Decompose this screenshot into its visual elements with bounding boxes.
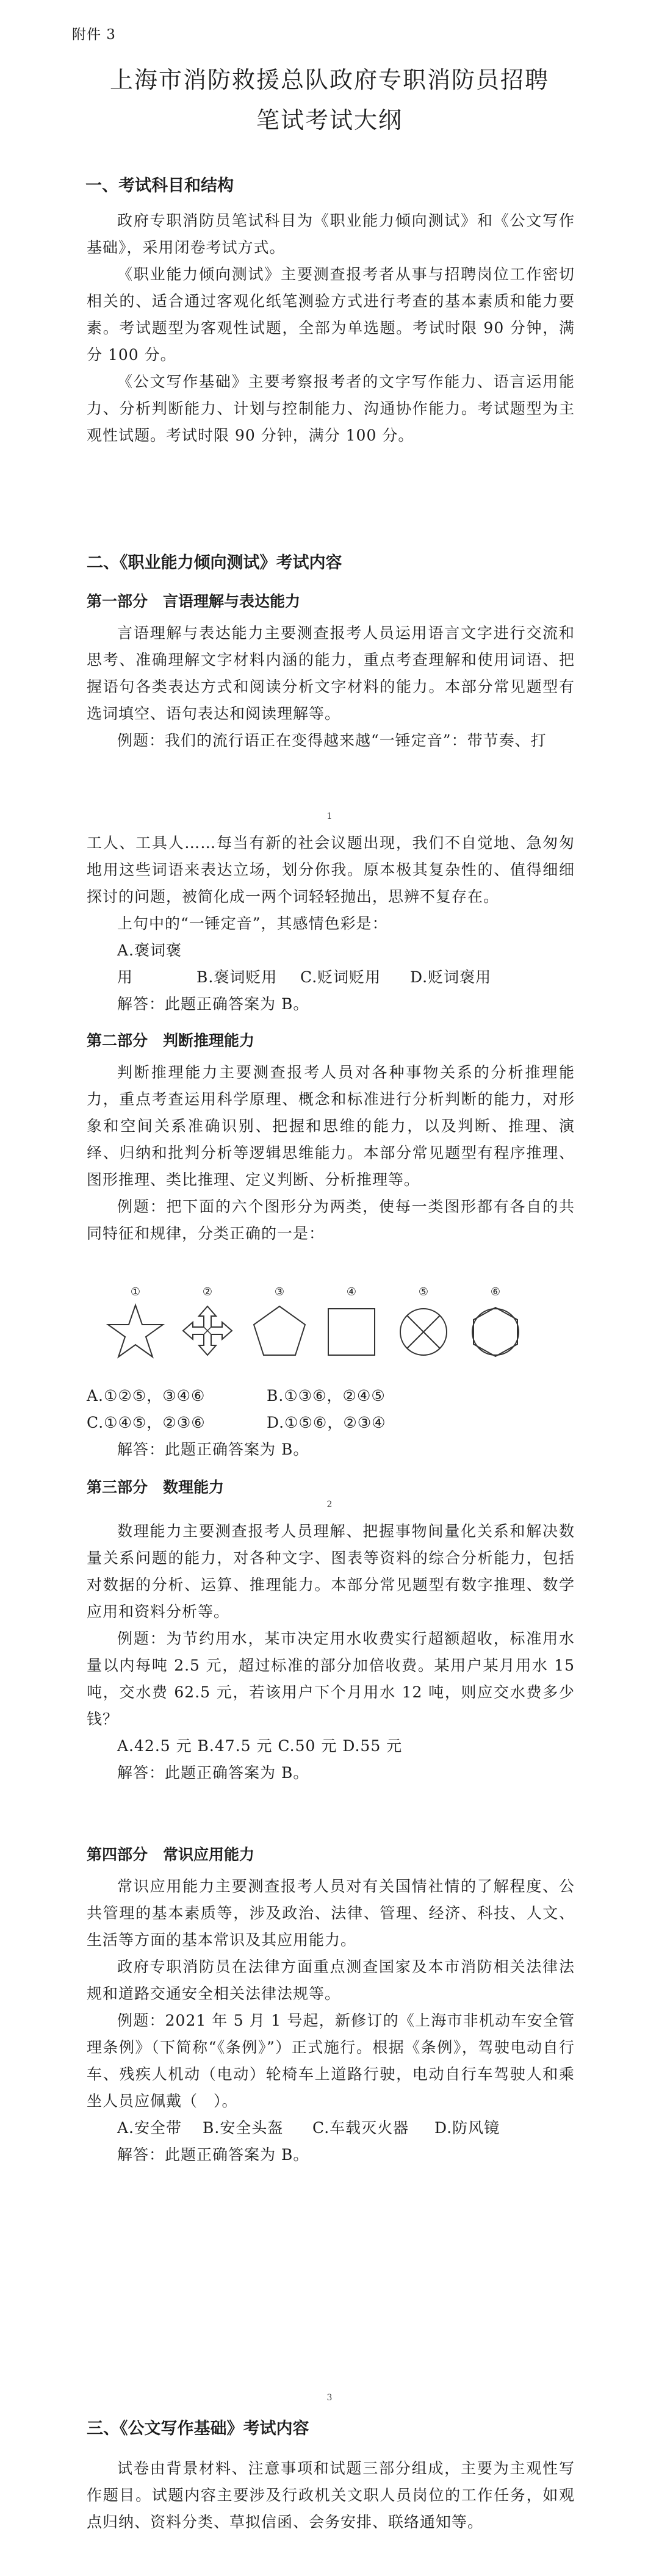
figure-row — [105, 1284, 532, 1370]
example-text: 例题：把下面的六个图形分为两类，使每一类图形都有各自的共同特征和规律，分类正确的一是： — [87, 1198, 575, 1242]
option-item: C.车载灭火器 — [312, 2119, 409, 2137]
figure-label: ① — [130, 1286, 141, 1298]
part-4 — [87, 1843, 575, 1865]
example-text: 工人、工具人……每当有新的社会议题出现，我们不自觉地、急匆匆地用这些词语来表达立场，划分你我。原本极其复杂性的、值得细细探讨的问题，被简化成一两个词轻轻抛出，思辨不复存在。 — [87, 834, 575, 905]
document-title-line2: 笔试考试大纲 — [256, 107, 403, 134]
option-list — [87, 937, 575, 991]
option-item: D.防风镜 — [434, 2119, 500, 2137]
example-text: 例题：2021 年 5 月 1 号起，新修订的《上海市非机动车安全管理条例》（下简称“《条例》”）正式施行。根据《条例》，驾驶电动自行车、残疾人机动（电动）轮椅车上道路行驶，电动自行车驾驶人和乘坐人员应佩戴（ ）。 — [87, 2012, 575, 2110]
answer-text: 解答：此题正确答案为 B。 — [117, 1764, 309, 1782]
circle-hexagon-shape-icon — [465, 1300, 526, 1361]
section-heading: 三、《公文写作基础》考试内容 — [87, 2419, 309, 2438]
attachment-label: 附件 3 — [72, 27, 116, 43]
section-heading: 一、考试科目和结构 — [85, 176, 234, 195]
document-title-line1: 上海市消防救援总队政府专职消防员招聘 — [109, 67, 549, 93]
page-number: 1 — [326, 811, 333, 821]
part-4-body — [87, 1873, 575, 2168]
option-item: B.①③⑥，②④⑤ — [267, 1387, 386, 1405]
option-item: D.贬词褒用 — [410, 968, 492, 986]
figure-label: ③ — [274, 1286, 285, 1298]
paragraph: 《职业能力倾向测试》主要测查报考者从事与招聘岗位工作密切相关的、适合通过客观化纸笔测验方式进行考查的基本素质和能力要素。考试题型为客观性试题，全部为单选题。考试时限 90 分钟，满分 100 分。 — [87, 265, 575, 364]
figure-item — [105, 1284, 166, 1364]
paragraph: 《公文写作基础》主要考察报考者的文字写作能力、语言运用能力、分析判断能力、计划与控制能力、沟通协作能力。考试题型为主观性试题。考试时限 90 分钟，满分 100 分。 — [87, 373, 575, 444]
figure-item — [465, 1284, 526, 1364]
paragraph: 判断推理能力主要测查报考人员对各种事物关系的分析推理能力，重点考查运用科学原理、概念和标准进行分析判断的能力，对形象和空间关系准确识别、把握和思维的能力，以及判断、推理、演绎、归纳和批判分析等逻辑思维能力。本部分常见题型有程序推理、图形推理、类比推理、定义判断、分析推理等。 — [87, 1063, 575, 1189]
figure-item — [393, 1284, 454, 1364]
answer-text: 解答：此题正确答案为 B。 — [117, 1441, 309, 1458]
square-shape-icon — [321, 1300, 382, 1361]
section-3-body — [87, 2455, 575, 2536]
part-2 — [87, 1029, 575, 1051]
option-item: C.①④⑤，②③⑥ — [87, 1414, 206, 1431]
four-arrow-shape-icon — [177, 1300, 238, 1361]
answer-text: 解答：此题正确答案为 B。 — [117, 995, 309, 1013]
paragraph: 言语理解与表达能力主要测查报考人员运用语言文字进行交流和思考、准确理解文字材料内涵的能力，重点考查理解和使用词语、把握语句各类表达方式和阅读分析文字材料的能力。本部分常见题型有选词填空、语句表达和阅读理解等。 — [87, 624, 575, 722]
star-shape-icon — [105, 1300, 166, 1361]
option-item: A.①②⑤，③④⑥ — [87, 1387, 206, 1405]
figure-item — [177, 1284, 238, 1364]
figure-item — [321, 1284, 382, 1364]
section-heading: 二、《职业能力倾向测试》考试内容 — [87, 553, 342, 572]
figure-item — [249, 1284, 310, 1364]
option-list — [87, 1409, 575, 1436]
paragraph: 政府专职消防员在法律方面重点测查国家及本市消防相关法律法规和道路交通安全相关法律法规等。 — [87, 1958, 575, 2002]
section-3 — [87, 2415, 575, 2439]
part-heading: 第二部分 判断推理能力 — [87, 1032, 255, 1049]
part-1-body — [87, 620, 575, 754]
option-list — [87, 1383, 575, 1409]
crossed-circle-shape-icon — [393, 1300, 454, 1361]
paragraph: 常识应用能力主要测查报考人员对有关国情社情的了解程度、公共管理的基本素质等，涉及政治、法律、管理、经济、科技、人文、生活等方面的基本常识及其应用能力。 — [87, 1877, 575, 1949]
example-text: 例题：为节约用水，某市决定用水收费实行超额超收，标准用水量以内每吨 2.5 元，超过标准的部分加倍收费。某用户某月用水 15 吨，交水费 62.5 元，若该用户下个月用水 12 吨，则应交水费多少钱？ — [87, 1630, 575, 1728]
page-number: 3 — [326, 2393, 333, 2403]
figure-label: ④ — [346, 1286, 357, 1298]
figure-label: ② — [202, 1286, 213, 1298]
option-item: D.①⑤⑥，②③④ — [267, 1414, 386, 1431]
answer-text: 解答：此题正确答案为 B。 — [117, 2146, 309, 2164]
option-item: C.贬词贬用 — [300, 968, 381, 986]
option-list: A.42.5 元 B.47.5 元 C.50 元 D.55 元 — [117, 1737, 403, 1755]
part-1 — [87, 589, 575, 611]
part-2-options — [87, 1383, 575, 1463]
page-number: 2 — [326, 1500, 333, 1509]
paragraph: 试卷由背景材料、注意事项和试题三部分组成，主要为主观性写作题目。试题内容主要涉及行政机关文职人员岗位的工作任务，如观点归纳、资料分类、草拟信函、会务安排、联络通知等。 — [87, 2459, 575, 2531]
option-list — [87, 2115, 575, 2142]
option-item: B.褒词贬用 — [196, 968, 278, 986]
paragraph: 数理能力主要测查报考人员理解、把握事物间量化关系和解决数量关系问题的能力，对各种文字、图表等资料的综合分析能力，包括对数据的分析、运算、推理能力。本部分常见题型有数字推理、数学应用和资料分析等。 — [87, 1522, 575, 1621]
option-item: A.安全带 — [117, 2119, 182, 2137]
part-heading: 第三部分 数理能力 — [87, 1478, 225, 1496]
part-heading: 第一部分 言语理解与表达能力 — [87, 592, 301, 610]
option-item: B.安全头盔 — [203, 2119, 284, 2137]
section-1 — [87, 172, 575, 196]
part-1-continued — [87, 830, 575, 1018]
section-2 — [87, 549, 575, 573]
part-heading: 第四部分 常识应用能力 — [87, 1846, 255, 1863]
part-3 — [87, 1475, 575, 1497]
part-3-body — [87, 1518, 575, 1786]
figure-label: ⑥ — [490, 1286, 501, 1298]
section-1-body — [87, 207, 575, 449]
figure-label: ⑤ — [418, 1286, 429, 1298]
example-text: 例题：我们的流行语正在变得越来越“一锤定音”：带节奏、打 — [117, 732, 547, 749]
option-item: A.褒词褒用 — [117, 941, 182, 986]
question-text: 上句中的“一锤定音”，其感情色彩是： — [117, 915, 388, 932]
paragraph: 政府专职消防员笔试科目为《职业能力倾向测试》和《公文写作基础》，采用闭卷考试方式。 — [87, 212, 575, 256]
part-2-body — [87, 1059, 575, 1247]
pentagon-shape-icon — [249, 1300, 310, 1361]
